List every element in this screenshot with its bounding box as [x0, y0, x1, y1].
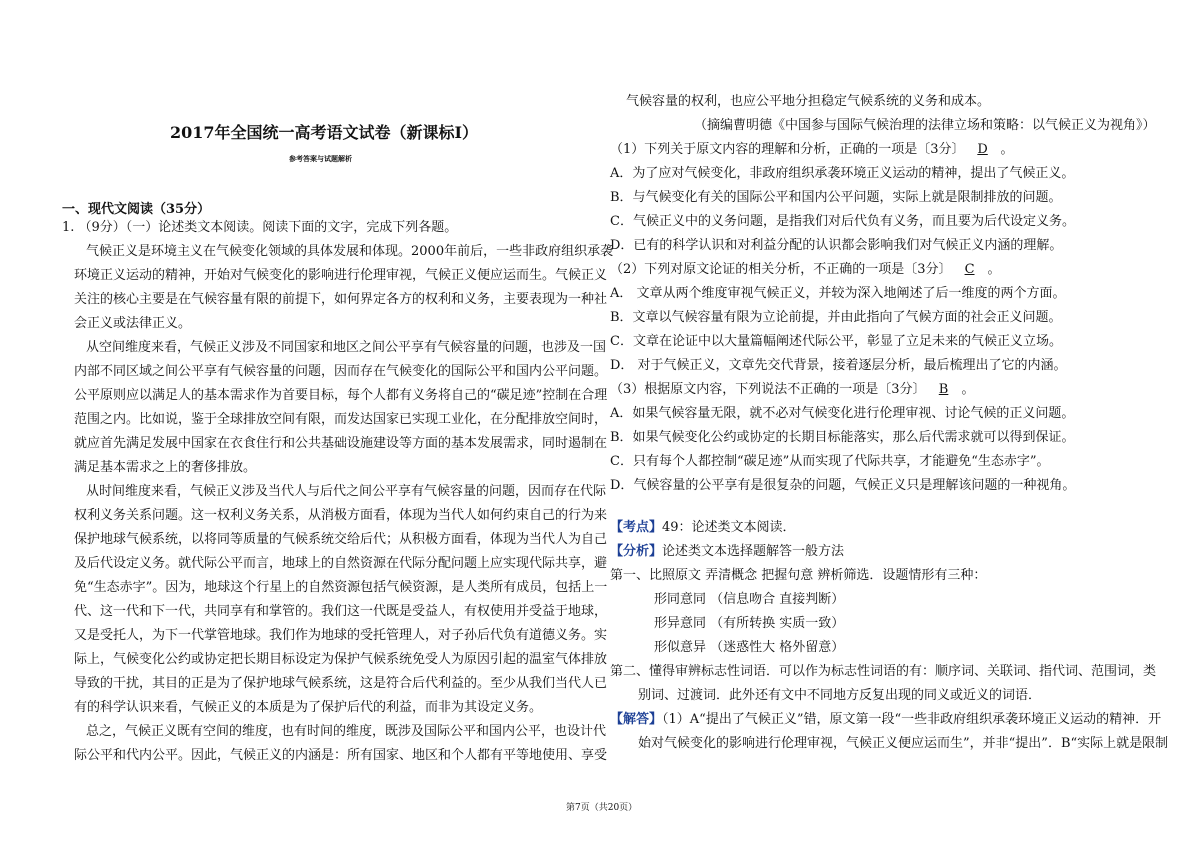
passage-line: 免“生态赤字”。因为，地球这个行星上的自然资源包括气候资源，是人类所有成员，包括上一	[74, 580, 608, 595]
option: B．如果气候变化公约或协定的长期目标能落实，那么后代需求就可以得到保证。	[610, 430, 1075, 445]
option: D． 对于气候正义，文章先交代背景，接着逐层分析，最后梳理出了它的内涵。	[610, 358, 1067, 373]
jieda-line	[610, 708, 1170, 732]
passage-line: 从时间维度来看，气候正义涉及当代人与后代之间公平享有气候容量的问题，因而存在代际	[86, 484, 607, 499]
right-column	[610, 90, 1170, 498]
kaodian-text: 49：论述类文本阅读．	[662, 520, 796, 535]
option: D．气候容量的公平享有是很复杂的问题，气候正义只是理解该问题的一种视角。	[610, 478, 1076, 493]
option: A． 文章从两个维度审视气候正义，并较为深入地阐述了后一维度的两个方面。	[610, 286, 1066, 301]
passage-line: 会正义或法律正义。	[74, 316, 192, 331]
passage-line: 有的科学认识来看，气候正义的本质是为了保护后代的利益，而非为其设定义务。	[74, 700, 543, 715]
answer-blank: D	[977, 142, 988, 157]
period: 。	[961, 382, 975, 397]
fenxi-text: 论述类文本选择题解答一般方法	[662, 544, 845, 559]
method-step-2: 第二、懂得审辨标志性词语．可以作为标志性词语的有：顺序词、关联词、指代词、范围词，类	[610, 664, 1157, 679]
passage-line: 从空间维度来看，气候正义涉及不同国家和地区之间公平享有气候容量的问题，也涉及一国	[86, 340, 607, 355]
option: C．只有每个人都控制“碳足迹”从而实现了代际共享，才能避免“生态赤字”。	[610, 454, 1050, 469]
question-1	[610, 138, 1170, 162]
option: B．文章以气候容量有限为立论前提，并由此指向了气候方面的社会正义问题。	[610, 310, 1062, 325]
question-stem: （2）下列对原文论证的相关分析，不正确的一项是〔3分〕	[610, 262, 952, 277]
passage-line: 公平原则应以满足人的基本需求作为首要目标，每个人都有义务将自己的“碳足迹”控制在合理	[74, 388, 608, 403]
method-step-2-cont: 别词、过渡词．此外还有文中不同地方反复出现的同义或近义的词语．	[638, 688, 1042, 703]
passage-line: 保护地球气候系统，以将同等质量的气候系统交给后代；从积极方面看，体现为当代人为自己	[74, 532, 608, 547]
jieda-cont: 始对气候变化的影响进行伦理审视，气候正义便应运而生”，并非“提出”．B“实际上就是限制	[638, 736, 1169, 751]
passage-line: 范围之内。比如说，鉴于全球排放空间有限，而发达国家已实现工业化，在分配排放空间时，	[74, 412, 608, 427]
passage-line: 权利义务关系问题。这一权利义务关系，从消极方面看，体现为当代人如何约束自己的行为来	[74, 508, 608, 523]
option: A．为了应对气候变化，非政府组织承袭环境正义运动的精神，提出了气候正义。	[610, 166, 1075, 181]
option: C．气候正义中的义务问题，是指我们对后代负有义务，而且要为后代设定义务。	[610, 214, 1075, 229]
question-stem: （1）下列关于原文内容的理解和分析，正确的一项是〔3分〕	[610, 142, 965, 157]
question-2	[610, 258, 1170, 282]
option: C．文章在论证中以大量篇幅阐述代际公平，彰显了立足未来的气候正义立场。	[610, 334, 1062, 349]
method-case: 形似意异 （迷惑性大 格外留意）	[654, 640, 845, 655]
section-heading: 一、现代文阅读（35分）	[62, 202, 211, 217]
passage-source: （摘编曹明德《中国参与国际气候治理的法律立场和策略：以气候正义为视角》）	[694, 118, 1156, 133]
fenxi-tag: 【分析】	[610, 544, 663, 559]
fenxi-line	[610, 540, 1170, 564]
passage-line: 代、这一代和下一代，共同享有和掌管的。我们这一代既是受益人，有权使用并受益于地球，	[74, 604, 608, 619]
passage-continuation: 气候容量的权利，也应公平地分担稳定气候系统的义务和成本。	[626, 94, 991, 109]
page-footer: 第7页（共20页）	[566, 803, 638, 813]
passage	[62, 240, 614, 768]
jieda-tag: 【解答】	[610, 712, 663, 727]
question-stem: （3）根据原文内容，下列说法不正确的一项是〔3分〕	[610, 382, 926, 397]
passage-line: 导致的干扰，其目的正是为了保护地球气候系统，这是符合后代利益的。至少从我们当代人已	[74, 676, 608, 691]
analysis-block	[610, 516, 1170, 756]
answer-blank: B	[938, 382, 949, 397]
kaodian-line	[610, 516, 1170, 540]
passage-line: 又是受托人，为下一代掌管地球。我们作为地球的受托管理人，对子孙后代负有道德义务。实	[74, 628, 608, 643]
period: 。	[1000, 142, 1014, 157]
page-subtitle: 参考答案与试题解析	[289, 154, 352, 163]
passage-line: 内部不同区域之间公平享有气候容量的问题，因而存在气候变化的国际公平和国内公平问题。	[74, 364, 608, 379]
method-case: 形同意同 （信息吻合 直接判断）	[654, 592, 845, 607]
kaodian-tag: 【考点】	[610, 520, 663, 535]
method-case: 形异意同 （有所转换 实质一致）	[654, 616, 845, 631]
jieda-text: （1）A“提出了气候正义”错，原文第一段“一些非政府组织承袭环境正义运动的精神．开	[662, 712, 1162, 727]
page-title: 2017年全国统一高考语文试卷（新课标Ⅰ）	[170, 123, 479, 142]
passage-line: 气候正义是环境主义在气候变化领域的具体发展和体现。2000年前后，一些非政府组织承袭	[86, 244, 614, 259]
passage-line: 满足基本需求之上的奢侈排放。	[74, 460, 257, 475]
passage-line: 总之，气候正义既有空间的维度，也有时间的维度，既涉及国际公平和国内公平，也设计代	[86, 724, 607, 739]
option: D．已有的科学认识和对利益分配的认识都会影响我们对气候正义内涵的理解。	[610, 238, 1063, 253]
passage-line: 及后代设定义务。就代际公平而言，地球上的自然资源在代际分配问题上应实现代际共享，避	[74, 556, 608, 571]
answer-blank: C	[964, 262, 975, 277]
method-step-1: 第一、比照原文 弄清概念 把握句意 辨析筛选．设题情形有三种：	[610, 568, 987, 583]
period: 。	[987, 262, 1001, 277]
option: B．与气候变化有关的国际公平和国内公平问题，实际上就是限制排放的问题。	[610, 190, 1062, 205]
passage-line: 关注的核心主要是在气候容量有限的前提下，如何界定各方的权利和义务，主要表现为一种社	[74, 292, 608, 307]
question-3	[610, 378, 1170, 402]
passage-line: 就应首先满足发展中国家在衣食住行和公共基础设施建设等方面的基本发展需求，同时遏制在	[74, 436, 608, 451]
passage-line: 际公平和代内公平。因此，气候正义的内涵是：所有国家、地区和个人都有平等地使用、享受	[74, 748, 608, 763]
question-intro: 1. （9分）（一）论述类文本阅读。阅读下面的文字，完成下列各题。	[62, 220, 458, 235]
passage-line: 环境正义运动的精神，开始对气候变化的影响进行伦理审视，气候正义便应运而生。气候正义	[74, 268, 608, 283]
option: A．如果气候容量无限，就不必对气候变化进行伦理审视、讨论气候的正义问题。	[610, 406, 1075, 421]
passage-line: 际上，气候变化公约或协定把长期目标设定为保护气候系统免受人为原因引起的温室气体排放	[74, 652, 608, 667]
